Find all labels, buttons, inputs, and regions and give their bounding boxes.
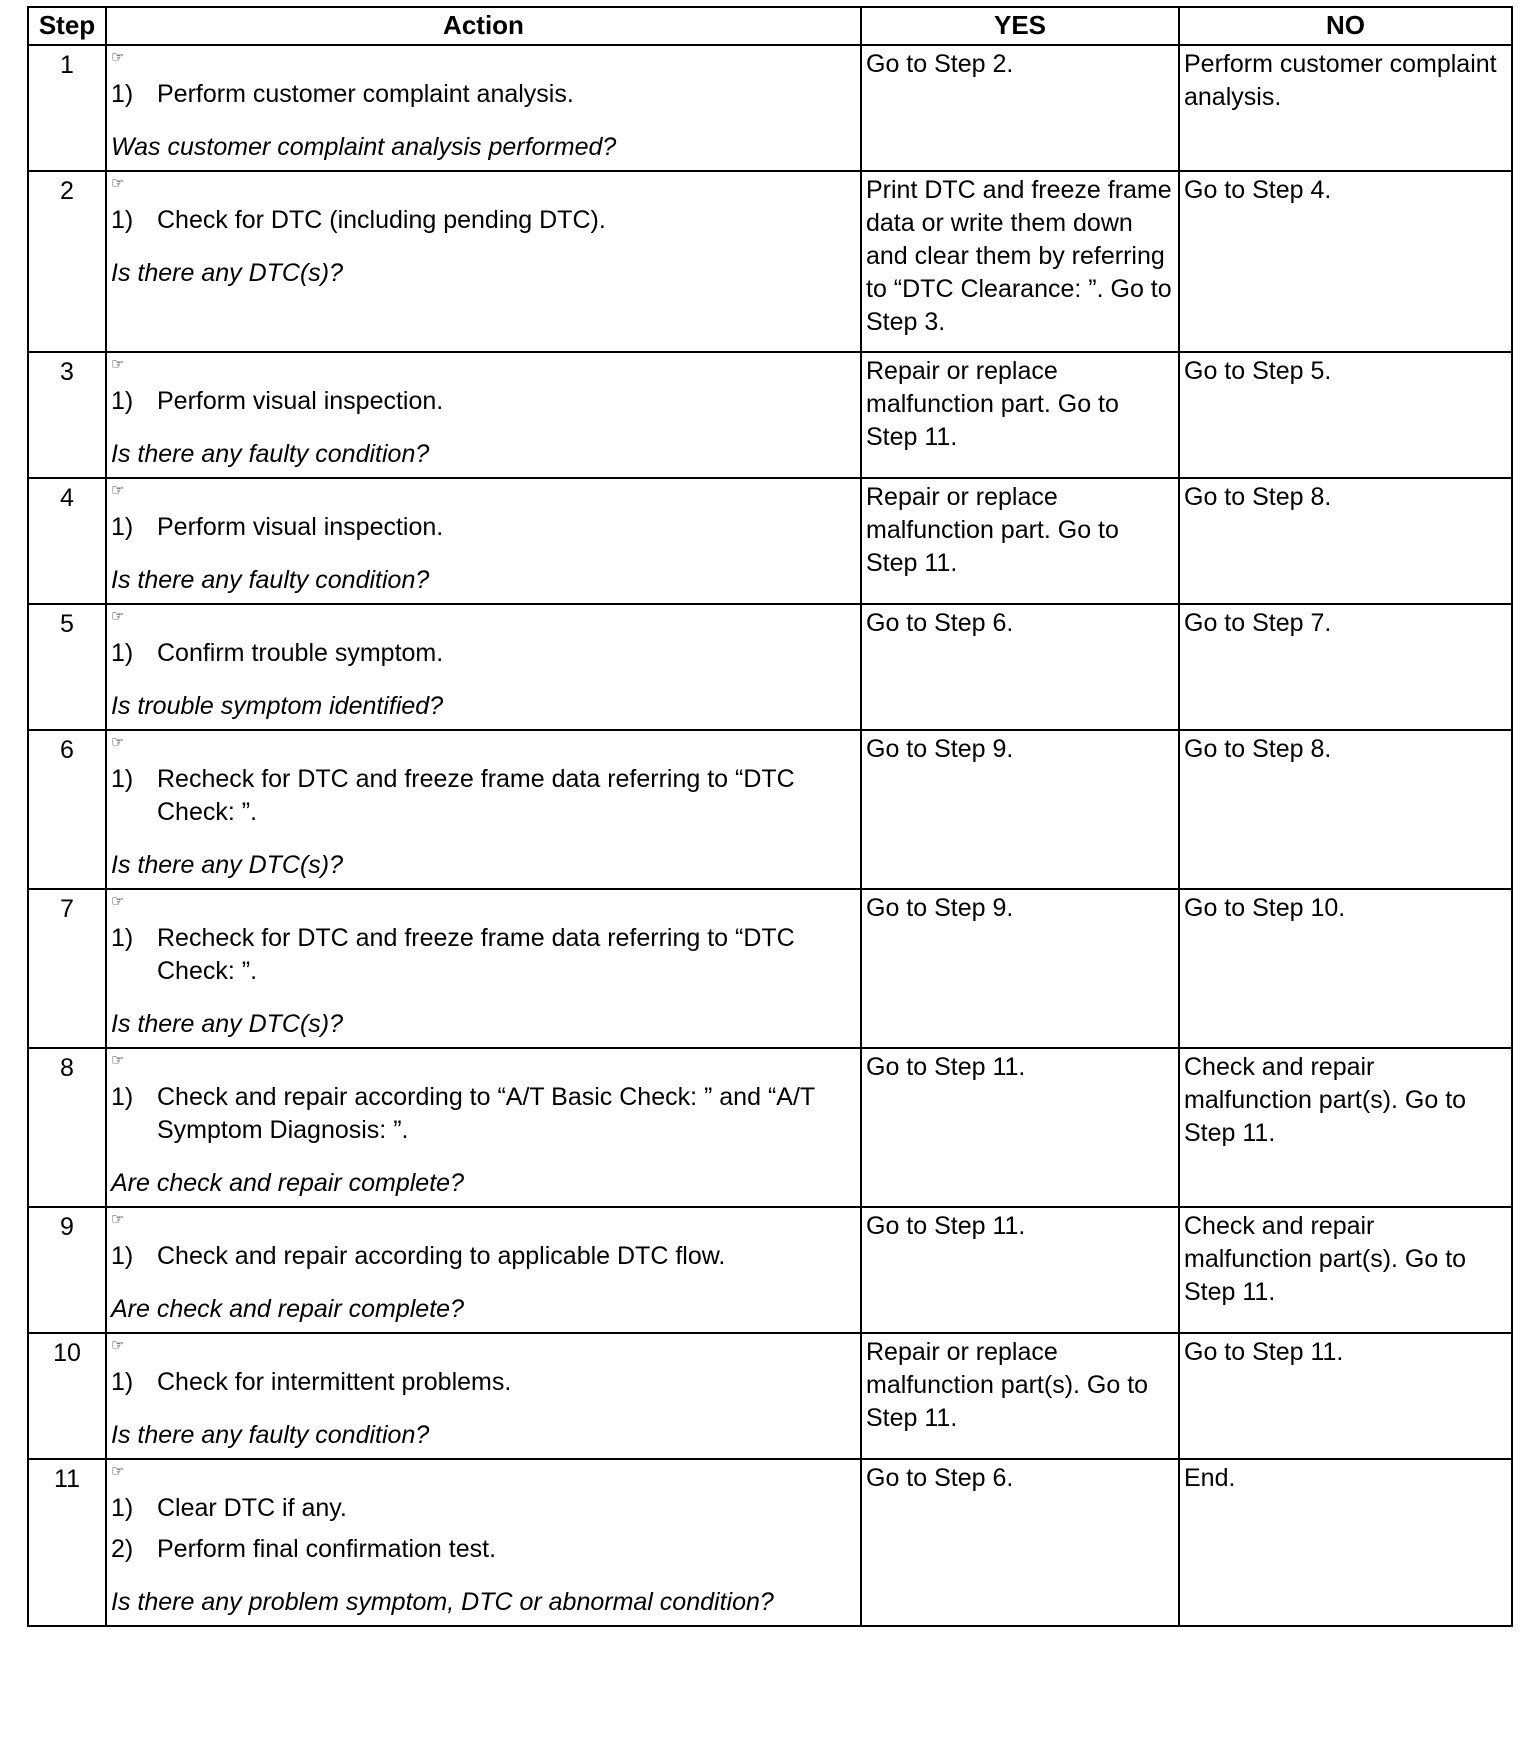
action-item-number: 1) [111, 206, 134, 234]
action-item-number: 1) [111, 1368, 134, 1396]
action-cell [106, 1048, 861, 1207]
action-item [111, 763, 856, 829]
table-row [28, 1333, 1512, 1459]
action-item-number: 1) [111, 1494, 134, 1522]
action-question: Are check and repair complete? [111, 1295, 464, 1323]
table-body [28, 45, 1512, 1626]
action-item [111, 1081, 856, 1147]
action-question: Are check and repair complete? [111, 1169, 464, 1197]
action-item [111, 1533, 856, 1566]
no-result: Go to Step 11. [1179, 1333, 1512, 1459]
action-item [111, 922, 856, 988]
table-row [28, 1459, 1512, 1626]
yes-result: Go to Step 6. [861, 604, 1179, 730]
action-item-text: Check for DTC (including pending DTC). [157, 206, 606, 234]
yes-result: Repair or replace malfunction part. Go to Step 11. [861, 478, 1179, 604]
pointing-hand-icon: ☞ [111, 356, 125, 373]
action-item [111, 511, 856, 544]
step-number: 2 [28, 171, 106, 352]
table-row [28, 889, 1512, 1048]
header-no: NO [1179, 7, 1512, 45]
action-cell [106, 1333, 861, 1459]
header-row [28, 7, 1512, 45]
pointing-hand-icon: ☞ [111, 482, 125, 499]
action-item-text: Perform final confirmation test. [157, 1535, 497, 1563]
table-row [28, 1207, 1512, 1333]
step-number: 1 [28, 45, 106, 171]
header-yes: YES [861, 7, 1179, 45]
pointing-hand-icon: ☞ [111, 1052, 125, 1069]
table-row [28, 1048, 1512, 1207]
table-row [28, 730, 1512, 889]
action-cell [106, 171, 861, 352]
action-item-text: Check and repair according to “A/T Basic Check: ” and “A/T Symptom Diagnosis: ”. [157, 1083, 815, 1144]
no-result: Go to Step 4. [1179, 171, 1512, 352]
action-item-number: 1) [111, 513, 134, 541]
action-question: Was customer complaint analysis performed? [111, 133, 617, 161]
step-number: 5 [28, 604, 106, 730]
pointing-hand-icon: ☞ [111, 175, 125, 192]
action-item-text: Recheck for DTC and freeze frame data referring to “DTC Check: ”. [157, 924, 795, 985]
action-item-text: Check for intermittent problems. [157, 1368, 512, 1396]
pointing-hand-icon: ☞ [111, 1211, 125, 1228]
action-question: Is there any faulty condition? [111, 1421, 430, 1449]
action-item-number: 1) [111, 924, 134, 952]
action-item [111, 385, 856, 418]
action-cell [106, 478, 861, 604]
no-result: Check and repair malfunction part(s). Go to Step 11. [1179, 1207, 1512, 1333]
action-item-text: Recheck for DTC and freeze frame data referring to “DTC Check: ”. [157, 765, 795, 826]
yes-result: Go to Step 11. [861, 1048, 1179, 1207]
table-row [28, 478, 1512, 604]
troubleshooting-table-container [27, 6, 1511, 1627]
action-cell [106, 889, 861, 1048]
yes-result: Print DTC and freeze frame data or write them down and clear them by referring to “DTC Clearance: ”. Go to Step 3. [861, 171, 1179, 352]
action-question: Is there any DTC(s)? [111, 1010, 344, 1038]
step-number: 4 [28, 478, 106, 604]
table-row [28, 352, 1512, 478]
action-item [111, 1240, 856, 1273]
action-question: Is there any DTC(s)? [111, 851, 344, 879]
yes-result: Go to Step 11. [861, 1207, 1179, 1333]
step-number: 11 [28, 1459, 106, 1626]
yes-result: Go to Step 2. [861, 45, 1179, 171]
pointing-hand-icon: ☞ [111, 49, 125, 66]
pointing-hand-icon: ☞ [111, 608, 125, 625]
action-cell [106, 1207, 861, 1333]
yes-result: Repair or replace malfunction part. Go to Step 11. [861, 352, 1179, 478]
action-cell [106, 45, 861, 171]
step-number: 9 [28, 1207, 106, 1333]
action-question: Is there any faulty condition? [111, 566, 430, 594]
pointing-hand-icon: ☞ [111, 1463, 125, 1480]
action-item-number: 1) [111, 80, 134, 108]
step-number: 10 [28, 1333, 106, 1459]
action-question: Is there any faulty condition? [111, 440, 430, 468]
step-number: 6 [28, 730, 106, 889]
pointing-hand-icon: ☞ [111, 893, 125, 910]
diagnostic-flow-table [27, 6, 1513, 1627]
no-result: Go to Step 10. [1179, 889, 1512, 1048]
action-item-text: Clear DTC if any. [157, 1494, 347, 1522]
step-number: 3 [28, 352, 106, 478]
action-item-text: Perform visual inspection. [157, 387, 444, 415]
step-number: 7 [28, 889, 106, 1048]
action-item-text: Perform customer complaint analysis. [157, 80, 574, 108]
no-result: End. [1179, 1459, 1512, 1626]
yes-result: Go to Step 9. [861, 730, 1179, 889]
action-question: Is there any DTC(s)? [111, 259, 344, 287]
action-item [111, 78, 856, 111]
no-result: Go to Step 5. [1179, 352, 1512, 478]
action-item-number: 1) [111, 387, 134, 415]
no-result: Perform customer complaint analysis. [1179, 45, 1512, 171]
action-item [111, 1492, 856, 1525]
pointing-hand-icon: ☞ [111, 1337, 125, 1354]
table-row [28, 604, 1512, 730]
action-question: Is there any problem symptom, DTC or abnormal condition? [111, 1588, 774, 1616]
pointing-hand-icon: ☞ [111, 734, 125, 751]
action-item-text: Confirm trouble symptom. [157, 639, 444, 667]
no-result: Go to Step 8. [1179, 478, 1512, 604]
action-item [111, 637, 856, 670]
no-result: Check and repair malfunction part(s). Go to Step 11. [1179, 1048, 1512, 1207]
action-item-text: Check and repair according to applicable DTC flow. [157, 1242, 726, 1270]
header-action: Action [106, 7, 861, 45]
yes-result: Go to Step 6. [861, 1459, 1179, 1626]
action-question: Is trouble symptom identified? [111, 692, 444, 720]
action-item-number: 1) [111, 1242, 134, 1270]
no-result: Go to Step 8. [1179, 730, 1512, 889]
action-item [111, 1366, 856, 1399]
no-result: Go to Step 7. [1179, 604, 1512, 730]
table-row [28, 45, 1512, 171]
yes-result: Go to Step 9. [861, 889, 1179, 1048]
action-item-number: 1) [111, 639, 134, 667]
action-item-text: Perform visual inspection. [157, 513, 444, 541]
action-cell [106, 1459, 861, 1626]
action-item-number: 1) [111, 765, 134, 793]
action-item-number: 1) [111, 1083, 134, 1111]
action-cell [106, 352, 861, 478]
action-cell [106, 730, 861, 889]
action-item [111, 204, 856, 237]
table-row [28, 171, 1512, 352]
action-cell [106, 604, 861, 730]
yes-result: Repair or replace malfunction part(s). Go to Step 11. [861, 1333, 1179, 1459]
header-step: Step [28, 7, 106, 45]
step-number: 8 [28, 1048, 106, 1207]
action-item-number: 2) [111, 1535, 134, 1563]
